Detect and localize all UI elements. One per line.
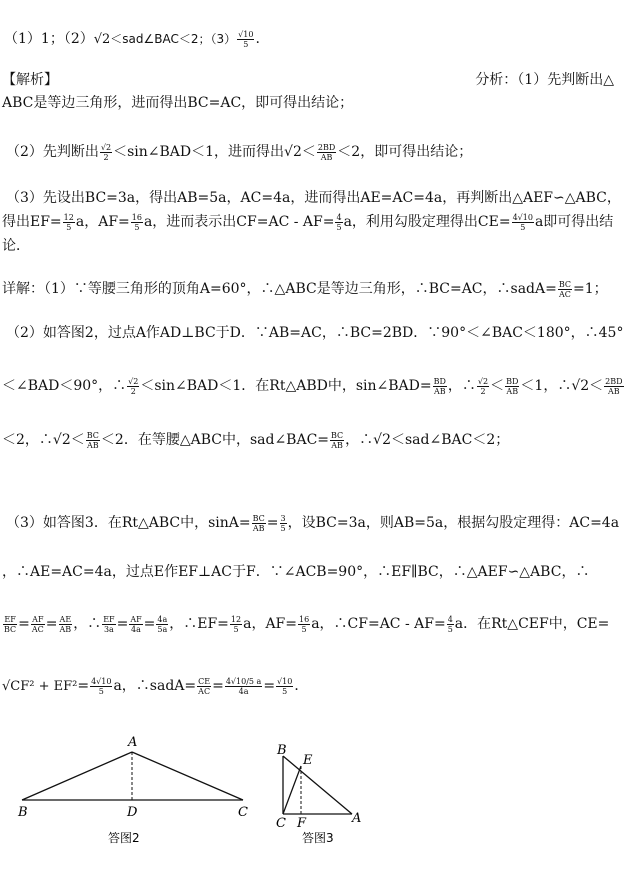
figure-2 — [17, 735, 248, 845]
fig3-caption: 答图3 — [302, 831, 334, 845]
fig3-segment-ce — [283, 766, 301, 814]
fig2-side-ac — [132, 752, 243, 800]
detail-d4: ＜2，∴√2＜ $\frac{BC}{AB}$ ＜2．在等腰△ABC中，sad∠BAC= $\frac{BC}{AB}$ ，∴√2＜sad∠BAC＜2； — [2, 430, 510, 450]
fig2-label-c: C — [238, 805, 248, 820]
answer-sad: ＜sad∠BAC＜2；（3） — [110, 32, 237, 46]
analysis-p1: ABC是等边三角形，进而得出BC=AC，即可得出结论； — [2, 95, 354, 111]
fig2-caption: 答图2 — [108, 831, 140, 845]
analysis-p2: （2）先判断出 $\frac{√2}{2}$ ＜sin∠BAD＜1，进而得出√2＜ $\frac{2BD}{AB}$ ＜2，即可得出结论； — [6, 142, 473, 162]
detail-d1: 详解：（1）∵等腰三角形的顶角A=60°，∴△ABC是等边三角形，∴BC=AC，∴sadA= $\frac{BC}{AC}$ =1； — [2, 279, 608, 299]
fig3-label-e: E — [303, 753, 313, 768]
analysis-p3b: 得出EF= $\frac{12}{5}$ a，AF= $\frac{16}{5}$ a，进而表示出CF=AC - AF= $\frac{4}{5}$ a，利用勾股定理得出CE= $\frac{4√10}{5}$ a即可得出结 — [2, 212, 614, 232]
detail-d3: ＜∠BAD＜90°，∴ $\frac{√2}{2}$ ＜sin∠BAD＜1．在Rt△ABD中，sin∠BAD= $\frac{BD}{AB}$ ，∴ $\frac{√2}{2}$ ＜ $\frac{BD}{AB}$ ＜1，∴√2＜ $\frac{2BD}{AB}$ — [2, 376, 623, 396]
jiexi-label: 【解析】 — [2, 72, 58, 88]
detail-d2: （2）如答图2，过点A作AD⊥BC于D．∵AB=AC，∴BC=2BD．∵90°＜∠BAC＜180°，∴45° — [6, 325, 624, 341]
fig3-label-c: C — [276, 816, 286, 831]
analysis-p3c: 论． — [2, 238, 30, 254]
fenxi-label: 分析：（1）先判断出△ — [475, 72, 614, 88]
analysis-p3a: （3）先设出BC=3a，得出AB=5a，AC=4a，进而得出AE=AC=4a，再判断出△AEF∽△ABC， — [6, 190, 621, 206]
fig2-label-a: A — [128, 735, 138, 750]
detail-d8: √CF² + EF²= $\frac{4√10}{5}$ a，∴sadA= $\frac{CE}{AC}$ = $\frac{4√10/5 a}{4a}$ = $\frac{√10}{5}$ ． — [2, 676, 309, 696]
answer-sqrt2: √2 — [93, 32, 111, 47]
fig2-side-ab — [22, 752, 132, 800]
fig3-label-f: F — [297, 816, 307, 831]
fig2-label-d: D — [127, 805, 138, 820]
fig2-label-b: B — [18, 805, 28, 820]
detail-d7: $\frac{EF}{BC}$ = $\frac{AF}{AC}$ = $\frac{AE}{AB}$ ，∴ $\frac{EF}{3a}$ = $\frac{AF}{4a}$ = $\frac{4a}{5a}$ ，∴EF= $\frac{12}{5}$ a，AF= $\frac{16}{5}$ a，∴CF=AC - AF= $\frac{4}{5}$ a．在Rt△CEF中，CE= — [4, 614, 610, 634]
figure-3 — [276, 743, 361, 845]
answer-fraction: $\frac{√10}{5}$ — [238, 29, 254, 49]
fig3-label-b: B — [277, 743, 287, 758]
answer-end: . — [255, 31, 260, 47]
detail-d6: ，∴AE=AC=4a，过点E作EF⊥AC于F．∵∠ACB=90°，∴EF∥BC，∴△AEF∽△ABC，∴ — [2, 564, 590, 580]
answer-part: （1）1；（2） — [4, 31, 94, 47]
detail-d5: （3）如答图3．在Rt△ABC中，sinA= $\frac{BC}{AB}$ = $\frac{3}{5}$ ，设BC=3a，则AB=5a，根据勾股定理得：AC=4a — [6, 513, 620, 533]
fig3-label-a: A — [352, 811, 362, 826]
